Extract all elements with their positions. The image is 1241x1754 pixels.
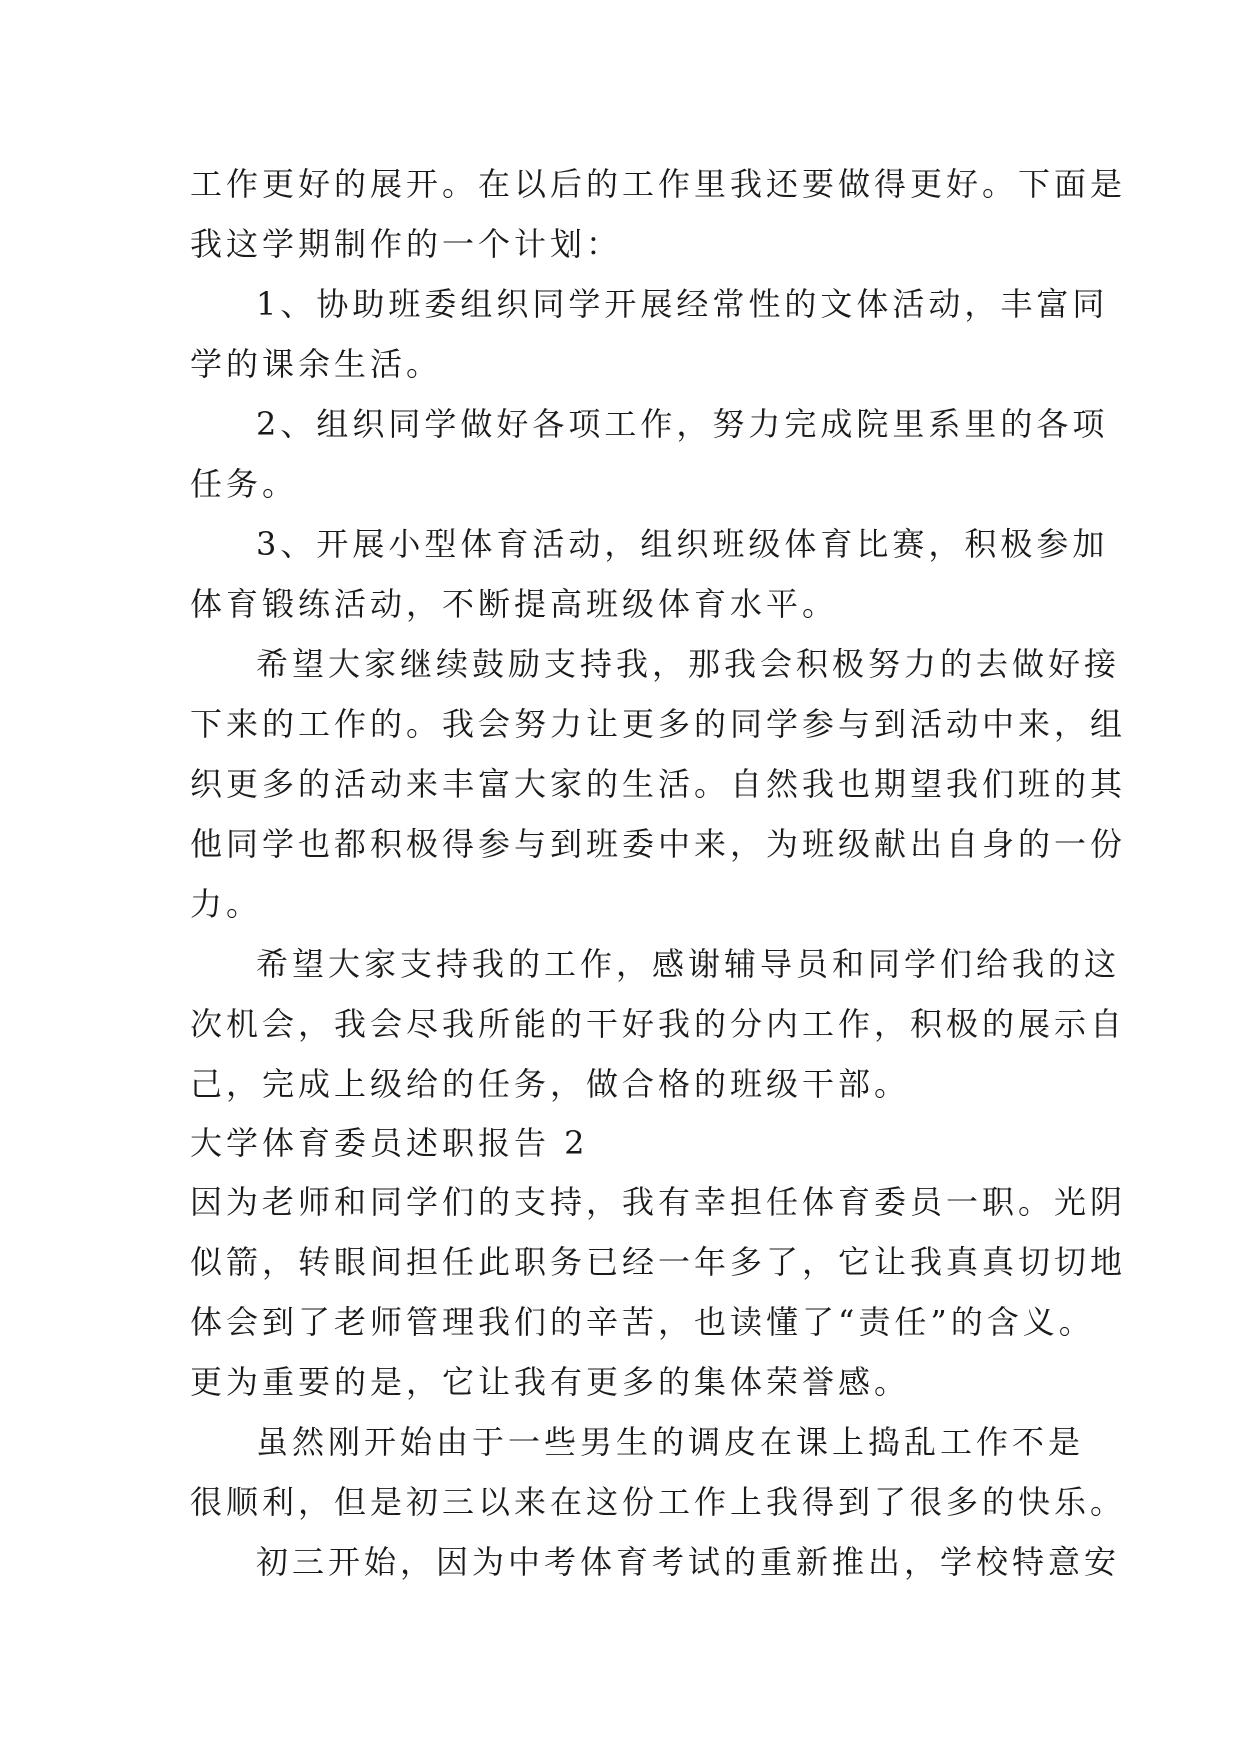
text-line: 工作更好的展开。在以后的工作里我还要做得更好。下面是	[190, 165, 1127, 203]
text-line: 力。	[190, 885, 263, 923]
text-line: 次机会，我会尽我所能的干好我的分内工作，积极的展示自	[190, 1005, 1127, 1043]
list-item-3: 3、开展小型体育活动，组织班级体育比赛，积极参加	[256, 525, 1109, 563]
text-line: 他同学也都积极得参与到班委中来，为班级献出自身的一份	[190, 825, 1127, 863]
section-heading: 大学体育委员述职报告 2	[190, 1124, 589, 1162]
text-line: 任务。	[190, 465, 299, 503]
body-text	[190, 154, 1127, 1592]
text-line: 体育锻练活动，不断提高班级体育水平。	[190, 585, 839, 623]
text-line: 我这学期制作的一个计划：	[190, 225, 623, 263]
paragraph-start: 希望大家支持我的工作，感谢辅导员和同学们给我的这	[256, 945, 1121, 983]
text-line: 很顺利，但是初三以来在这份工作上我得到了很多的快乐。	[190, 1483, 1127, 1521]
text-line: 似箭，转眼间担任此职务已经一年多了，它让我真真切切地	[190, 1243, 1127, 1281]
paragraph-start: 初三开始，因为中考体育考试的重新推出，学校特意安	[256, 1543, 1121, 1581]
text-line: 织更多的活动来丰富大家的生活。自然我也期望我们班的其	[190, 765, 1127, 803]
text-line: 更为重要的是，它让我有更多的集体荣誉感。	[190, 1363, 911, 1401]
text-line: 己，完成上级给的任务，做合格的班级干部。	[190, 1065, 911, 1103]
paragraph-start: 希望大家继续鼓励支持我，那我会积极努力的去做好接	[256, 645, 1121, 683]
text-line: 学的课余生活。	[190, 345, 443, 383]
list-item-1: 1、协助班委组织同学开展经常性的文体活动，丰富同	[256, 285, 1109, 323]
list-item-2: 2、组织同学做好各项工作，努力完成院里系里的各项	[256, 405, 1109, 443]
text-line: 因为老师和同学们的支持，我有幸担任体育委员一职。光阴	[190, 1183, 1127, 1221]
text-line: 体会到了老师管理我们的辛苦，也读懂了“责任”的含义。	[190, 1303, 1095, 1341]
text-line: 下来的工作的。我会努力让更多的同学参与到活动中来，组	[190, 705, 1127, 743]
paragraph-start: 虽然刚开始由于一些男生的调皮在课上捣乱工作不是	[256, 1423, 1085, 1461]
